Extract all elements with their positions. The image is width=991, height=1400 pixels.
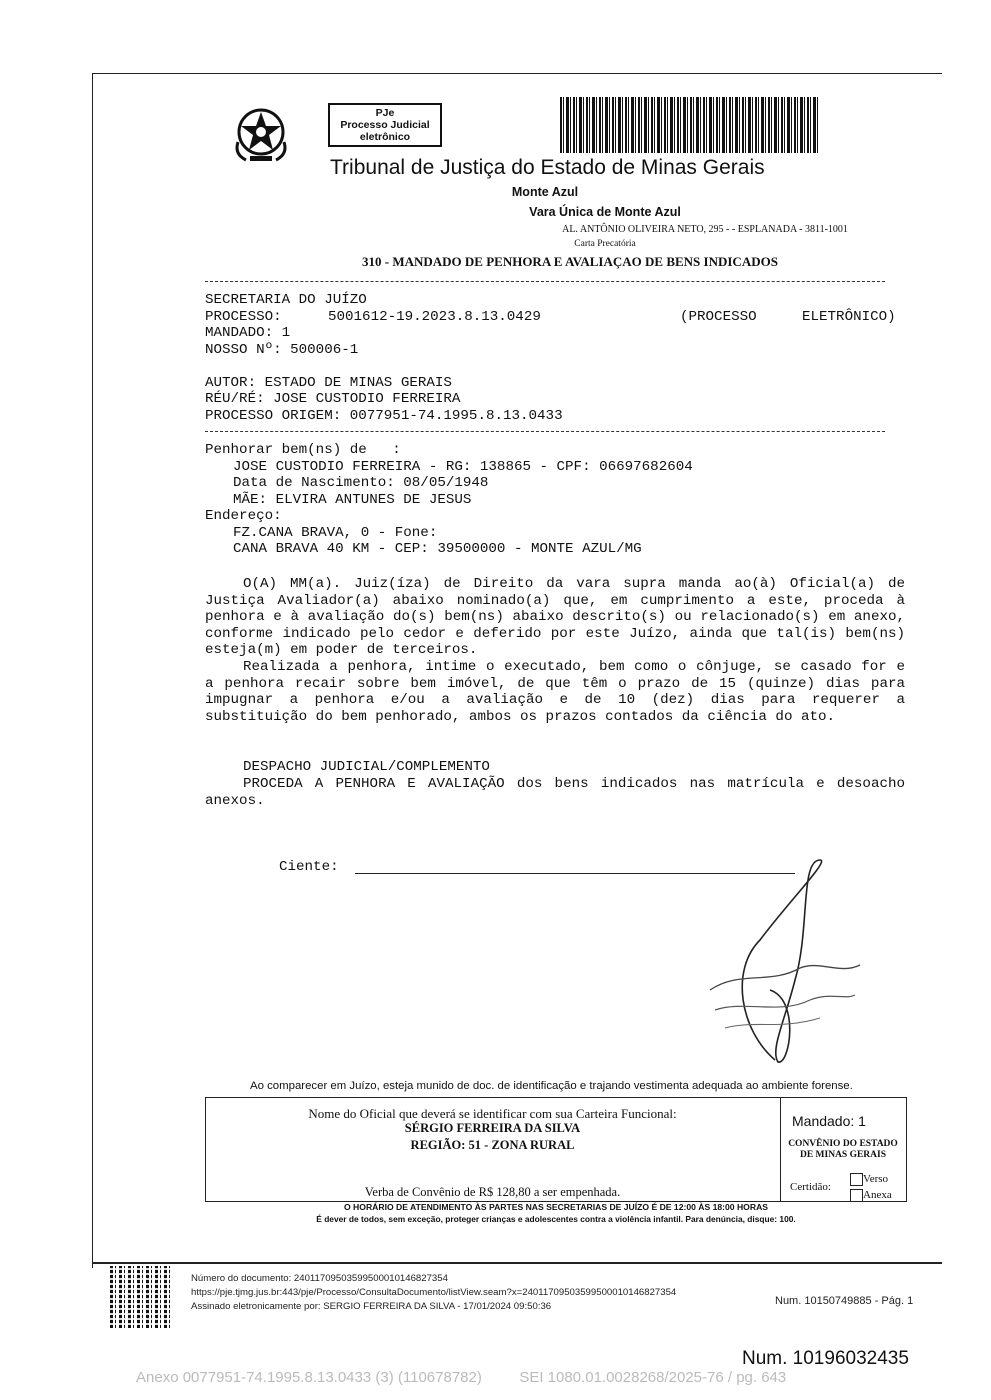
despacho-text: PROCEDA A PENHORA E AVALIAÇÃO dos bens indicados nas matrícula e desoacho anexos.: [205, 776, 905, 809]
footer-signed: Assinado eletronicamente por: SERGIO FERREIRA DA SILVA - 17/01/2024 09:50:36: [191, 1301, 552, 1312]
officer-name: SÉRGIO FERREIRA DA SILVA: [404, 1121, 581, 1135]
autor-line: AUTOR: ESTADO DE MINAS GERAIS: [205, 375, 452, 391]
court-attire-notice: Ao comparecer em Juízo, esteja munido de doc. de identificação e trajando vestimenta adequada ao ambiente forense.: [250, 1080, 853, 1092]
officer-intro: Nome do Oficial que deverá se identificar com sua Carteira Funcional:: [308, 1106, 677, 1121]
frame-left-border: [92, 73, 93, 1268]
processo-label: PROCESSO:: [205, 309, 282, 325]
address-line-1: FZ.CANA BRAVA, 0 - Fone:: [233, 525, 438, 541]
birth-date-line: Data de Nascimento: 08/05/1948: [233, 475, 489, 491]
processo-type-2: ELETRÔNICO): [802, 309, 896, 325]
convenio-line-2: DE MINAS GERAIS: [799, 1150, 887, 1160]
frame-bottom-border: [92, 1262, 942, 1264]
coat-of-arms-icon: [232, 104, 290, 164]
pje-line-1: PJe: [375, 107, 395, 119]
doc-kind: Carta Precatória: [574, 239, 636, 249]
anexa-option: [850, 1189, 892, 1202]
frame-top-border: [92, 73, 942, 74]
processo-type-1: (PROCESSO: [680, 309, 757, 325]
footer-doc-number: Número do documento: 24011709503599500010146827354: [191, 1273, 448, 1284]
processo-number: 5001612-19.2023.8.13.0429: [328, 309, 541, 325]
address-line-2: CANA BRAVA 40 KM - CEP: 39500000 - MONTE AZUL/MG: [233, 541, 642, 557]
handwritten-signature-icon: [700, 850, 870, 1070]
verso-label: Verso: [863, 1173, 889, 1186]
qr-code-icon: [110, 1266, 172, 1328]
pje-logo-box: [328, 103, 442, 147]
mandado-label: Mandado: 1: [792, 1113, 866, 1129]
processo-origem-line: PROCESSO ORIGEM: 0077951-74.1995.8.13.0433: [205, 408, 563, 424]
ciente-label: Ciente:: [279, 859, 339, 875]
convenio-line-1: CONVÊNIO DO ESTADO: [788, 1139, 898, 1149]
mother-line: MÃE: ELVIRA ANTUNES DE JESUS: [233, 492, 472, 508]
anexa-label: Anexa: [863, 1189, 892, 1202]
num-big: Num. 10196032435: [742, 1348, 909, 1369]
penhorar-line: Penhorar bem(ns) de :: [205, 442, 401, 458]
debtor-name-line: JOSE CUSTODIO FERREIRA - RG: 138865 - CPF: 06697682604: [233, 459, 693, 475]
nosso-number-line: NOSSO Nº: 500006-1: [205, 342, 359, 358]
pje-line-2: Processo Judicial: [340, 119, 430, 131]
officer-region: REGIÃO: 51 - ZONA RURAL: [410, 1138, 575, 1152]
duty-notice: É dever de todos, sem exceção, proteger crianças e adolescentes contra a violência infantil. Para denúncia, disque: 100.: [316, 1214, 796, 1224]
dashed-divider: [205, 431, 885, 432]
footer-url: https://pje.tjmg.jus.br:443/pje/Processo/ConsultaDocumento/listView.seam?x=24011709503599500010146827354: [191, 1287, 677, 1298]
certidao-label: Certidão:: [790, 1181, 831, 1193]
dashed-divider: [205, 281, 885, 282]
footer-page-number: Num. 10150749885 - Pág. 1: [775, 1295, 914, 1307]
verso-checkbox[interactable]: [850, 1173, 863, 1186]
vara: Vara Única de Monte Azul: [529, 205, 681, 219]
despacho-title: DESPACHO JUDICIAL/COMPLEMENTO: [243, 759, 490, 775]
court-name: Tribunal de Justiça do Estado de Minas Gerais: [330, 156, 765, 179]
anexa-checkbox[interactable]: [850, 1189, 863, 1202]
barcode-icon: [560, 97, 818, 153]
reu-line: RÉU/RÉ: JOSE CUSTODIO FERREIRA: [205, 391, 461, 407]
secretaria-line: SECRETARIA DO JUÍZO: [205, 292, 367, 308]
court-address: AL. ANTÔNIO OLIVEIRA NETO, 295 - - ESPLANADA - 3811-1001: [562, 224, 848, 235]
doc-title: 310 - MANDADO DE PENHORA E AVALIAÇAO DE BENS INDICADOS: [362, 254, 778, 269]
pje-line-3: eletrônico: [359, 131, 411, 143]
paragraph-order: O(A) MM(a). Juiz(íza) de Direito da vara supra manda ao(à) Oficial(a) de Justiça Avaliador(a) abaixo nominado(a) que, em cumprimento a este, proceda à penhora e à avaliação do(s) bem(ns) abaixo descrito(s) ou relacionado(s) em anexo, conforme indicado pelo cedor e deferido por este Juízo, ainda que tal(is) bem(ns) esteja(m) em poder de terceiros.: [205, 576, 905, 659]
paragraph-intimation: Realizada a penhora, intime o executado, bem como o cônjuge, se casado for e a penhora recair sobre bem imóvel, de que têm o prazo de 15 (quinze) dias para impugnar a penhora e/ou a avaliação e de 10 (dez) dias para requerer a substituição do bem penhorado, ambos os prazos contados da ciência do ato.: [205, 659, 905, 725]
hours-notice: O HORÁRIO DE ATENDIMENTO ÀS PARTES NAS SECRETARIAS DE JUÍZO É DE 12:00 ÀS 18:00 HORAS: [343, 1202, 769, 1212]
officer-box-divider: [780, 1097, 781, 1202]
annex-watermark-line: Anexo 0077951-74.1995.8.13.0433 (3) (110678782) SEI 1080.01.0028268/2025-76 / pg. 643: [136, 1369, 787, 1386]
comarca: Monte Azul: [511, 185, 579, 199]
mandado-line: MANDADO: 1: [205, 325, 291, 341]
verso-option: [850, 1173, 888, 1186]
verba-line: Verba de Convênio de R$ 128,80 a ser empenhada.: [364, 1185, 621, 1199]
endereco-label: Endereço:: [205, 508, 282, 524]
